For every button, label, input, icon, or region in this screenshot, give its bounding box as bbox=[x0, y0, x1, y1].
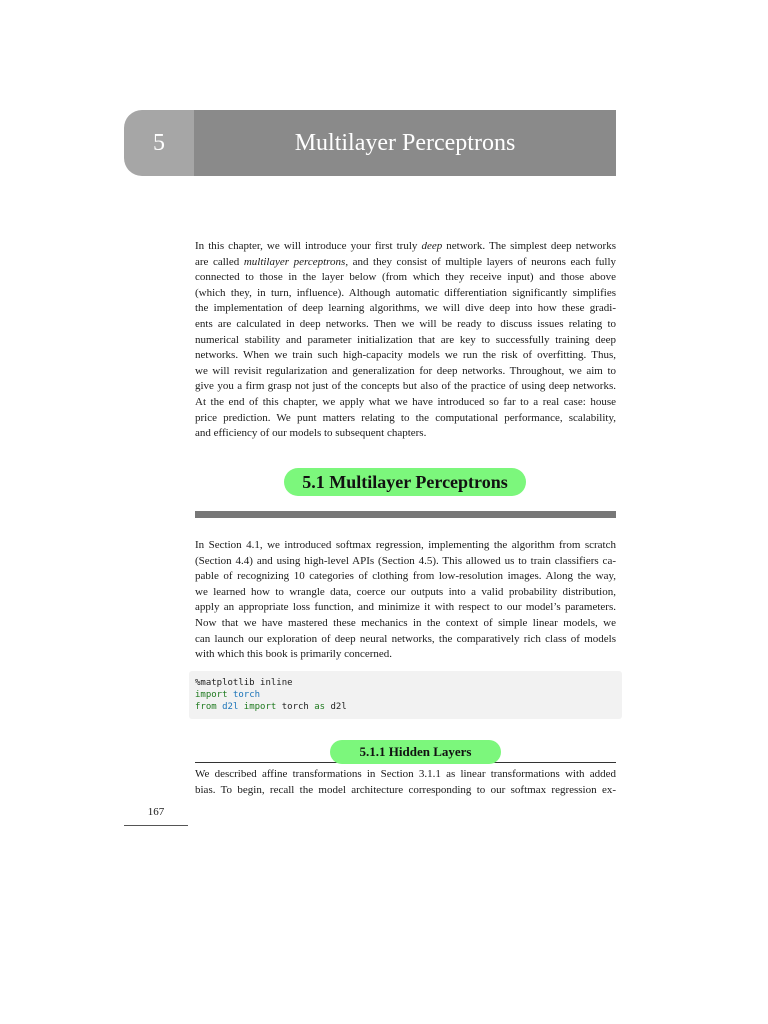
page-number: 167 bbox=[147, 806, 165, 818]
section-line: Now that we have mastered these mechanics in the context of simple linear models, we bbox=[195, 616, 616, 629]
subsection-paragraph bbox=[195, 767, 616, 798]
code-line: from d2l import torch as d2l bbox=[195, 702, 347, 712]
intro-paragraph bbox=[195, 239, 616, 442]
intro-line: networks. When we train such high-capacity models we run the risk of overfitting. Thus, bbox=[195, 349, 616, 362]
code-line: %matplotlib inline bbox=[195, 678, 293, 688]
section-divider bbox=[195, 511, 616, 518]
section-line: we learned how to wrangle data, coerce our outputs into a valid probability distribution, bbox=[195, 585, 616, 598]
section-heading: 5.1 Multilayer Perceptrons bbox=[284, 468, 526, 496]
section-paragraph bbox=[195, 538, 616, 663]
code-line: import torch bbox=[195, 690, 261, 700]
intro-line: we will revisit regularization and generalization for deep networks. Throughout, we aim to bbox=[195, 364, 616, 377]
chapter-title: Multilayer Perceptrons bbox=[194, 110, 616, 176]
section-line: with which this book is primarily concerned. bbox=[195, 648, 393, 661]
section-line: (Section 4.4) and using high-level APIs (Section 4.5). This allowed us to train classifiers ca- bbox=[195, 554, 616, 567]
intro-line: price prediction. We punt matters relating to the computational performance, scalability, bbox=[195, 411, 616, 424]
page-number-rule bbox=[124, 825, 188, 826]
chapter-number: 5 bbox=[124, 110, 194, 176]
section-line: pable of recognizing 10 categories of clothing from low-resolution images. Along the way, bbox=[195, 570, 616, 583]
section-line: apply an appropriate loss function, and minimize it with respect to our model’s parameters. bbox=[195, 601, 616, 614]
intro-line: In this chapter, we will introduce your first truly deep network. The simplest deep networks bbox=[195, 240, 616, 252]
subsection-line: We described affine transformations in Section 3.1.1 as linear transformations with added bbox=[195, 768, 616, 780]
intro-line: ents are calculated in deep networks. Then we will be ready to discuss issues relating to bbox=[195, 317, 616, 330]
intro-line: At the end of this chapter, we apply what we have introduced so far to a real case: house bbox=[195, 395, 616, 408]
intro-line: numerical stability and parameter initialization that are key to successfully training deep bbox=[195, 333, 616, 346]
intro-line: and efficiency of our models to subsequent chapters. bbox=[195, 427, 427, 440]
intro-line: the implementation of deep learning algorithms, we will dive deep into how these gradi- bbox=[195, 302, 616, 315]
subsection-line: bias. To begin, recall the model architecture corresponding to our softmax regression ex- bbox=[195, 783, 616, 796]
code-block bbox=[189, 671, 622, 719]
section-line: can launch our exploration of deep neural networks, the comparatively rich class of models bbox=[195, 632, 616, 645]
intro-line: are called multilayer perceptrons, and they consist of multiple layers of neurons each fully bbox=[195, 255, 616, 268]
subsection-heading: 5.1.1 Hidden Layers bbox=[330, 740, 501, 764]
intro-line: (which they, in turn, influence). Although automatic differentiation significantly simplifies bbox=[195, 286, 616, 299]
intro-line: connected to those in the layer below (from which they receive input) and those above bbox=[195, 271, 616, 284]
intro-line: give you a firm grasp not just of the concepts but also of the practice of using deep networks. bbox=[195, 380, 616, 393]
section-line: In Section 4.1, we introduced softmax regression, implementing the algorithm from scratch bbox=[195, 539, 616, 551]
